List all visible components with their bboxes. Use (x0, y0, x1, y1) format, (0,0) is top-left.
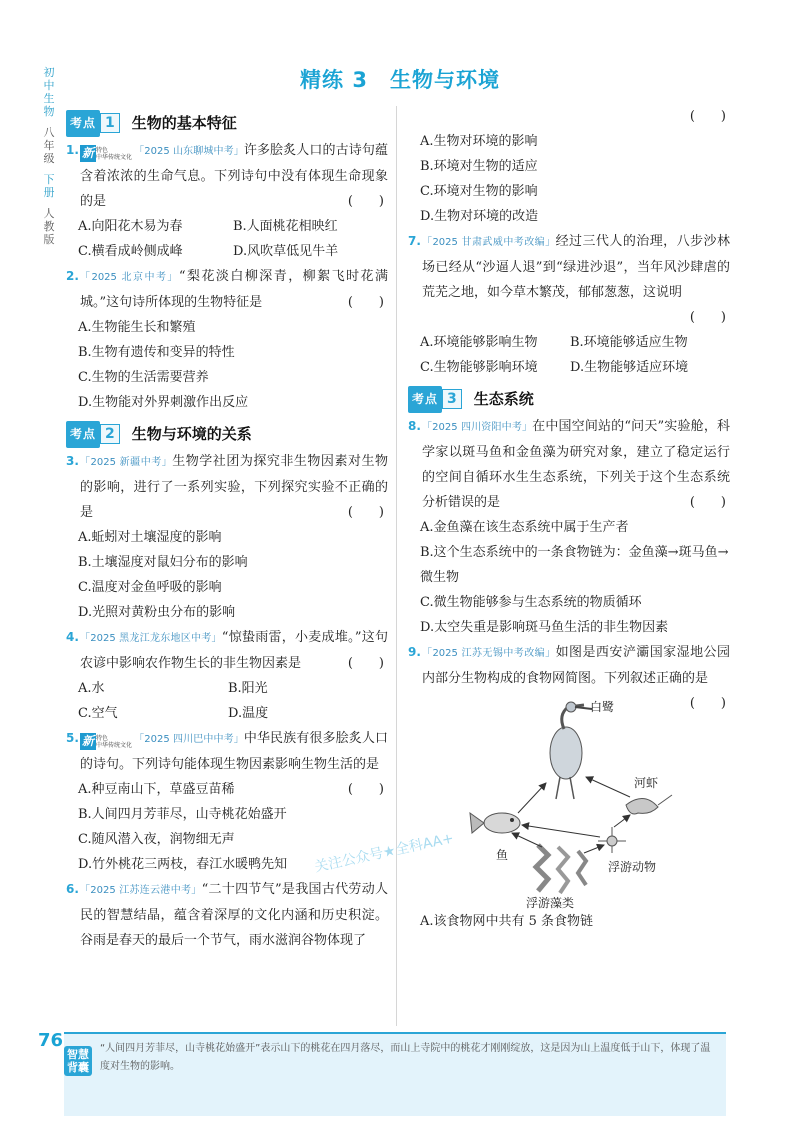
option-b[interactable]: B.阳光 (228, 681, 268, 696)
option-c[interactable]: C.微生物能够参与生态系统的物质循环 (420, 595, 642, 610)
side-edition: 人教版 (43, 207, 55, 246)
kaodian-badge: 考点 (408, 386, 442, 413)
question-stem: 许多脍炙人口的古诗句蕴含着浓浓的生命气息。下列诗句中没有体现生命现象的是 (80, 143, 388, 209)
option-b[interactable]: B.人面桃花相映红 (233, 219, 338, 234)
section-number: 1 (100, 113, 120, 133)
egret-icon (550, 702, 592, 799)
question-4 (66, 625, 388, 676)
question-number: 1. (66, 143, 79, 157)
question-8 (408, 414, 730, 515)
side-grade: 八年级 (43, 126, 55, 165)
question-source: 「2025 甘肃武威中考改编」 (422, 237, 556, 248)
question-stem: 经过三代人的治理，八步沙林场已经从“沙逼人退”到“绿进沙退”，当年风沙肆虐的荒芜之地，如今草木繁茂，郁郁葱葱，这说明 (422, 234, 730, 300)
label-algae: 浮游藻类 (526, 896, 575, 910)
option-b[interactable]: B.生物有遗传和变异的特性 (78, 345, 235, 360)
option-c[interactable]: C.环境对生物的影响 (420, 184, 538, 199)
question-number: 4. (66, 630, 79, 644)
option-b[interactable]: B.土壤湿度对鼠妇分布的影响 (78, 555, 248, 570)
option-a[interactable]: A.生物对环境的影响 (420, 134, 538, 149)
column-divider (396, 106, 397, 1026)
new-feature-tag: 新 特色 中华传统文化 (82, 146, 133, 161)
food-web-svg (408, 695, 730, 909)
fish-icon (470, 813, 520, 833)
question-1 (66, 138, 388, 214)
answer-paren[interactable]: ( ) (347, 295, 384, 310)
new-feature-tag: 新 特色 中华传统文化 (82, 734, 133, 749)
option-c[interactable]: C.生物的生活需要营养 (78, 370, 209, 385)
option-b[interactable]: B.环境能够适应生物 (570, 335, 688, 350)
question-source: 「2025 四川巴中中考」 (134, 734, 244, 745)
answer-paren[interactable]: ( ) (347, 656, 384, 671)
option-d[interactable]: D.风吹草低见牛羊 (233, 244, 339, 259)
options-q1 (66, 214, 388, 264)
option-d[interactable]: D.太空失重是影响斑马鱼生活的非生物因素 (420, 620, 669, 635)
option-d[interactable]: D.光照对黄粉虫分布的影响 (78, 605, 236, 620)
arrow-algae-fish (512, 833, 542, 847)
question-number: 6. (66, 882, 79, 896)
question-number: 7. (408, 234, 421, 248)
question-source: 「2025 四川资阳中考」 (422, 422, 533, 433)
option-d[interactable]: D.生物能够适应环境 (570, 360, 689, 375)
question-stem: 生物学社团为探究非生物因素对生物的影响，进行了一系列实验，下列探究实验不正确的是 (80, 454, 388, 520)
kaodian-badge: 考点 (66, 421, 100, 448)
kaodian-badge: 考点 (66, 110, 100, 137)
arrow-zooplankton-shrimp (614, 815, 630, 827)
option-d[interactable]: D.生物对环境的改造 (420, 209, 539, 224)
label-shrimp: 河虾 (634, 776, 659, 790)
question-7 (408, 229, 730, 305)
option-a[interactable]: A.该食物网中共有 5 条食物链 (420, 914, 594, 929)
section-number: 3 (442, 389, 462, 409)
question-number: 5. (66, 731, 79, 745)
side-subject: 初中生物 (43, 66, 55, 118)
shrimp-icon (626, 795, 672, 814)
question-source: 「2025 山东聊城中考」 (134, 146, 244, 157)
option-d[interactable]: D.温度 (228, 706, 269, 721)
answer-paren[interactable]: ( ) (347, 505, 384, 520)
label-egret: 白鹭 (590, 700, 615, 714)
answer-paren[interactable]: ( ) (689, 495, 726, 510)
question-stem: “梨花淡白柳深青，柳絮飞时花满城。”这句诗所体现的生物特征是 (80, 269, 388, 310)
answer-paren[interactable]: ( ) (347, 194, 384, 209)
zooplankton-icon (598, 827, 626, 853)
question-source: 「2025 北京中考」 (80, 272, 179, 283)
question-2 (66, 264, 388, 315)
section-number: 2 (100, 424, 120, 444)
arrow-zooplankton-fish (522, 825, 600, 837)
question-source: 「2025 新疆中考」 (80, 457, 173, 468)
side-volume: 下册 (43, 173, 55, 199)
answer-paren[interactable]: ( ) (347, 782, 384, 797)
option-a[interactable]: A.金鱼藻在该生态系统中属于生产者 (420, 520, 629, 535)
page-title: 精练 3 生物与环境 (300, 68, 500, 92)
option-a[interactable]: A.种豆南山下，草盛豆苗稀 (78, 782, 235, 797)
option-c[interactable]: C.空气 (78, 706, 118, 721)
question-3 (66, 449, 388, 525)
algae-icon (536, 845, 586, 893)
question-number: 3. (66, 454, 79, 468)
answer-paren[interactable]: ( ) (689, 310, 726, 325)
question-stem: 中华民族有很多脍炙人口的诗句。下列诗句能体现生物因素影响生物生活的是 (80, 731, 388, 772)
option-c[interactable]: C.随风潜入夜，润物细无声 (78, 832, 235, 847)
question-stem: 在中国空间站的“问天”实验舱，科学家以斑马鱼和金鱼藻为研究对象，建立了稳定运行的空间自循环水生生态系统，下列关于这个生态系统分析错误的是 (422, 419, 730, 510)
options-q4 (66, 676, 388, 726)
option-d[interactable]: D.生物能对外界刺激作出反应 (78, 395, 249, 410)
right-column (408, 104, 730, 934)
arrow-shrimp-egret (586, 777, 630, 797)
section-2-header (66, 421, 388, 447)
question-source: 「2025 江苏无锡中考改编」 (422, 648, 556, 659)
page-number: 76 (38, 1030, 64, 1051)
watermark-text: 关注公众号★全科AA+ (313, 830, 456, 876)
option-b[interactable]: B.这个生态系统中的一条食物链为：金鱼藻→斑马鱼→微生物 (420, 545, 729, 585)
question-6 (66, 877, 388, 953)
option-c[interactable]: C.生物能够影响环境 (420, 360, 538, 375)
tip-text: “人间四月芳菲尽，山寺桃花始盛开”表示山下的桃花在四月落尽，而山上寺院中的桃花才刚刚绽放，这是因为山上温度低于山下，体现了温度对生物的影响。 (100, 1043, 711, 1072)
section-title: 生物的基本特征 (131, 113, 237, 132)
option-a[interactable]: A.水 (78, 681, 105, 696)
section-title: 生物与环境的关系 (131, 424, 252, 443)
option-a[interactable]: A.生物能生长和繁殖 (78, 320, 196, 335)
option-c[interactable]: C.温度对金鱼呼吸的影响 (78, 580, 222, 595)
answer-paren[interactable]: ( ) (689, 696, 726, 711)
question-stem: “二十四节气”是我国古代劳动人民的智慧结晶，蕴含着深厚的文化内涵和历史积淀。谷雨是春天的最后一个节气，雨水滋润谷物体现了 (80, 882, 388, 948)
option-b[interactable]: B.人间四月芳菲尽，山寺桃花始盛开 (78, 807, 287, 822)
option-b[interactable]: B.环境对生物的适应 (420, 159, 538, 174)
option-c[interactable]: C.横看成岭侧成峰 (78, 244, 183, 259)
label-fish: 鱼 (496, 848, 509, 862)
section-3-header (408, 386, 730, 412)
section-title: 生态系统 (473, 389, 534, 408)
option-a[interactable]: A.环境能够影响生物 (420, 335, 538, 350)
arrow-fish-egret (518, 783, 546, 813)
question-number: 2. (66, 269, 79, 283)
left-column (66, 104, 388, 953)
options-q7 (408, 330, 730, 380)
option-d[interactable]: D.竹外桃花三两枝，春江水暖鸭先知 (78, 857, 288, 872)
section-1-header (66, 110, 388, 136)
question-number: 8. (408, 419, 421, 433)
question-source: 「2025 黑龙江龙东地区中考」 (80, 633, 222, 644)
question-source: 「2025 江苏连云港中考」 (80, 885, 202, 896)
question-stem: “惊蛰雨雷，小麦成堆。”这句农谚中影响农作物生长的非生物因素是 (80, 630, 388, 671)
answer-paren[interactable]: ( ) (689, 109, 726, 124)
question-number: 9. (408, 645, 421, 659)
arrow-algae-zooplankton (584, 845, 604, 853)
question-stem: 如图是西安浐灞国家湿地公园内部分生物构成的食物网简图。下列叙述正确的是 (422, 645, 730, 686)
food-web-figure (408, 695, 730, 909)
label-zooplankton: 浮游动物 (608, 860, 657, 874)
tip-badge: 智慧背囊 (64, 1046, 92, 1076)
option-a[interactable]: A.蚯蚓对土壤湿度的影响 (78, 530, 222, 545)
option-a[interactable]: A.向阳花木易为春 (78, 219, 183, 234)
